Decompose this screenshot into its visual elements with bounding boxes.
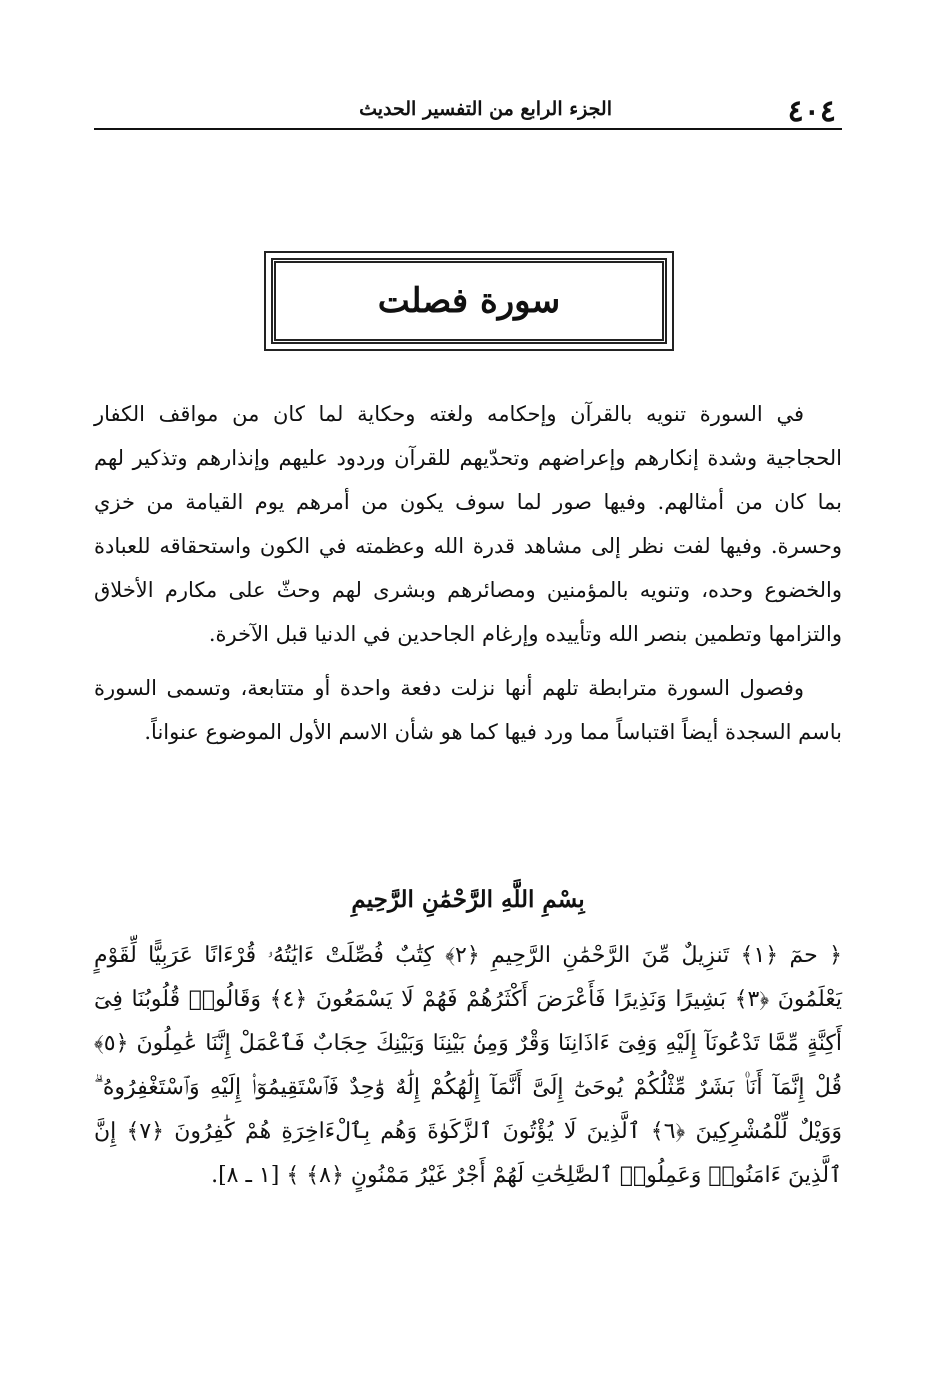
intro-paragraph-2: وفصول السورة مترابطة تلهم أنها نزلت دفعة واحدة أو متتابعة، وتسمى السورة باسم السجدة أيضاً اقتباساً مما ورد فيها كما هو شأن الاسم الأول الموضوع عنواناً. [94, 676, 842, 744]
intro-paragraph-1: في السورة تنويه بالقرآن وإحكامه ولغته وحكاية لما كان من مواقف الكفار الحجاجية وشدة إنكارهم وإعراضهم وتحدّيهم للقرآن وردود عليهم وإنذارهم وتذكير لهم بما كان من أمثالهم. وفيها صور لما سوف يكون من أمرهم يوم القيامة من خزي وحسرة. وفيها لفت نظر إلى مشاهد قدرة الله وعظمته في الكون واستحقاقه للعبادة والخضوع وحده، وتنويه بالمؤمنين ومصائرهم وبشرى لهم وحثّ على مكارم الأخلاق والتزامها وتطمين بنصر الله وتأييده وإرغام الجاحدين في الدنيا قبل الآخرة. [94, 402, 842, 646]
running-title: الجزء الرابع من التفسير الحديث [359, 98, 612, 120]
page-header [94, 92, 842, 130]
quran-verses: ﴿ حمٓ ﴿١﴾ تَنزِيلٌ مِّنَ الرَّحْمَٰنِ الرَّحِيمِ ﴿٢﴾ كِتَٰبٌ فُصِّلَتْ ءَايَٰتُهُۥ قُرْءَانًا عَرَبِيًّا لِّقَوْمٍ يَعْلَمُونَ ﴿٣﴾ بَشِيرًا وَنَذِيرًا فَأَعْرَضَ أَكْثَرُهُمْ فَهُمْ لَا يَسْمَعُونَ ﴿٤﴾ وَقَالُوا۟ قُلُوبُنَا فِىٓ أَكِنَّةٍ مِّمَّا تَدْعُونَآ إِلَيْهِ وَفِىٓ ءَاذَانِنَا وَقْرٌ وَمِنۢ بَيْنِنَا وَبَيْنِكَ حِجَابٌ فَٱعْمَلْ إِنَّنَا عَٰمِلُونَ ﴿٥﴾ قُلْ إِنَّمَآ أَنَا۠ بَشَرٌ مِّثْلُكُمْ يُوحَىٰٓ إِلَىَّ أَنَّمَآ إِلَٰهُكُمْ إِلَٰهٌ وَٰحِدٌ فَٱسْتَقِيمُوٓا۟ إِلَيْهِ وَٱسْتَغْفِرُوهُ ۗ وَوَيْلٌ لِّلْمُشْرِكِينَ ﴿٦﴾ ٱلَّذِينَ لَا يُؤْتُونَ ٱلزَّكَوٰةَ وَهُم بِٱلْءَاخِرَةِ هُمْ كَٰفِرُونَ ﴿٧﴾ إِنَّ ٱلَّذِينَ ءَامَنُوا۟ وَعَمِلُوا۟ ٱلصَّٰلِحَٰتِ لَهُمْ أَجْرٌ غَيْرُ مَمْنُونٍ ﴿٨﴾ ﴾ [١ ـ ٨]. [94, 943, 842, 1188]
page-number: ٤٠٤ [787, 94, 836, 129]
introduction [94, 392, 842, 754]
surah-title-inner-border [271, 258, 667, 344]
surah-title-frame [264, 251, 674, 351]
surah-title: سورة فصلت [377, 281, 561, 321]
basmala: بِسْمِ اللَّهِ الرَّحْمَٰنِ الرَّحِيمِ [351, 886, 585, 913]
